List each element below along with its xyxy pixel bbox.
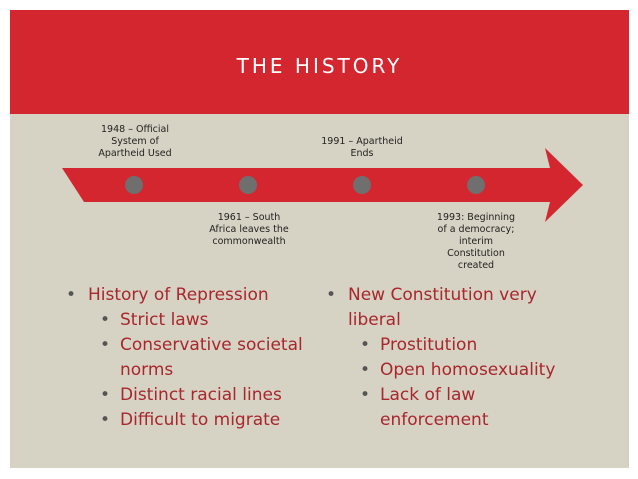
right-item-prostitution: • Prostitution — [326, 333, 576, 358]
timeline-node-1991 — [353, 176, 371, 194]
left-item-racial-lines: • Distinct racial lines — [66, 383, 316, 408]
timeline-label-1991: 1991 – Apartheid Ends — [321, 136, 403, 159]
left-item-strict-laws: • Strict laws — [66, 308, 316, 333]
left-item-conservative-norms: • Conservative societal norms — [66, 333, 316, 383]
right-heading: • New Constitution very liberal — [326, 283, 576, 333]
timeline-label-1948: 1948 – Official System of Apartheid Used — [98, 124, 172, 159]
slide-title: THE HISTORY — [236, 54, 403, 78]
left-item-migrate: • Difficult to migrate — [66, 408, 316, 433]
timeline-label-1993: 1993: Beginning of a democracy; interim Constitution created — [436, 212, 516, 271]
right-bullet-list — [326, 283, 576, 433]
timeline-node-1993 — [467, 176, 485, 194]
timeline-node-1961 — [239, 176, 257, 194]
left-heading: • History of Repression — [66, 283, 316, 308]
left-bullet-list — [66, 283, 316, 433]
timeline-node-1948 — [125, 176, 143, 194]
timeline-label-1961: 1961 – South Africa leaves the commonwealth — [209, 212, 289, 247]
right-item-law-enforcement: • Lack of law enforcement — [326, 383, 576, 433]
right-item-homosexuality: • Open homosexuality — [326, 358, 576, 383]
